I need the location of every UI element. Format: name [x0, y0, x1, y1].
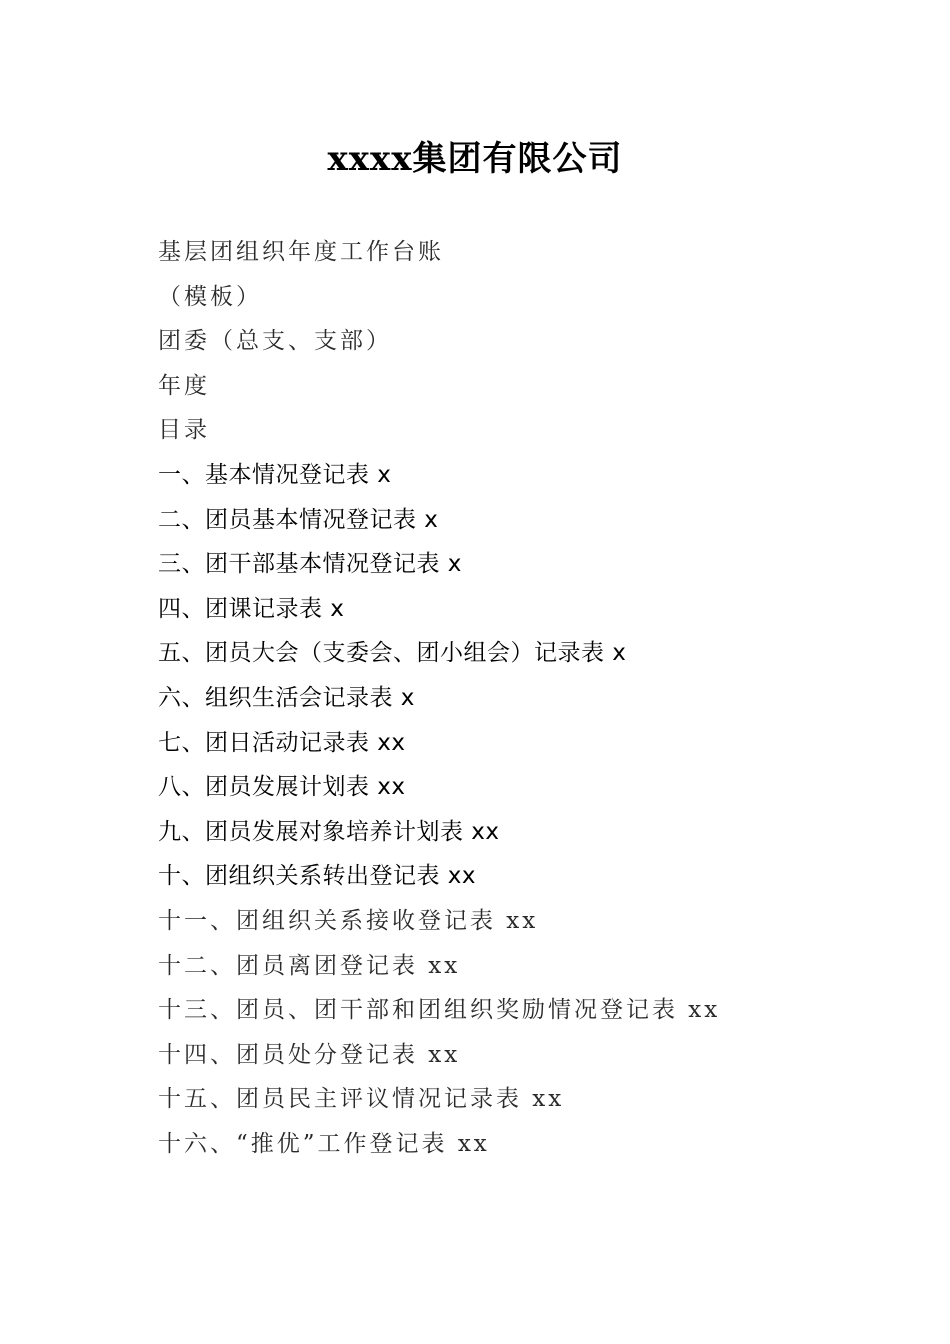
organization-line: 团委（总支、支部） — [158, 328, 392, 355]
toc-item: 九、团员发展对象培养计划表 xx — [158, 818, 500, 845]
year-line: 年度 — [158, 372, 210, 399]
toc-heading: 目录 — [158, 417, 210, 444]
toc-item: 二、团员基本情况登记表 x — [158, 506, 439, 533]
toc-item: 十、团组织关系转出登记表 xx — [158, 863, 477, 890]
toc-item: 十二、团员离团登记表 xx — [158, 952, 461, 979]
document-title: xxxx集团有限公司 — [327, 139, 623, 179]
toc-item: 一、基本情况登记表 x — [158, 461, 392, 488]
toc-item: 五、团员大会（支委会、团小组会）记录表 x — [158, 640, 627, 667]
document-body — [158, 230, 898, 1166]
toc-item: 七、团日活动记录表 xx — [158, 729, 406, 756]
toc-item: 十一、团组织关系接收登记表 xx — [158, 907, 539, 934]
ledger-heading: 基层团组织年度工作台账 — [158, 239, 444, 265]
toc-item: 八、团员发展计划表 xx — [158, 774, 406, 801]
toc-item: 十六、“推优”工作登记表 xx — [158, 1130, 490, 1157]
toc-item: 六、组织生活会记录表 x — [158, 684, 415, 711]
toc-item: 十四、团员处分登记表 xx — [158, 1041, 461, 1068]
toc-item: 十三、团员、团干部和团组织奖励情况登记表 xx — [158, 997, 721, 1024]
toc-item: 十五、团员民主评议情况记录表 xx — [158, 1086, 565, 1113]
template-note: （模板） — [158, 283, 262, 310]
toc-item: 四、团课记录表 x — [158, 595, 345, 622]
toc-item: 三、团干部基本情况登记表 x — [158, 551, 462, 578]
